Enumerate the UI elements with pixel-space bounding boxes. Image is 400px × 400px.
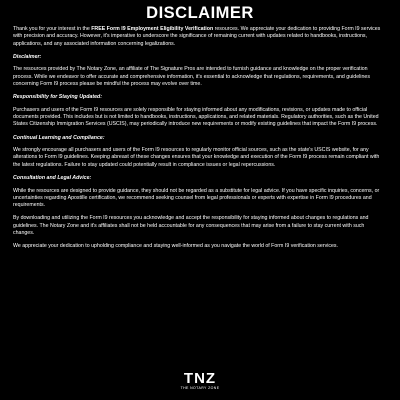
- section-paragraph: The resources provided by The Notary Zone, an affiliate of The Signature Pros are intended to furnish guidance and knowledge on the proper verification process. While we endeavor to offer accurate and comprehensive information, it's essential to acknowledge that regulations, requirements, and guidelines concerning Form I9 process please be mindful the process may evolve over time.: [13, 66, 370, 87]
- section-heading-responsibility: Responsibility for Staying Updated:: [13, 94, 102, 101]
- section-paragraph: We strongly encourage all purchasers and users of the Form I9 resources to regularly monitor official sources, such as the state's USCIS website, for any alterations to Form I9 guidelines. Keeping abreast of these changes ensures that your knowledge and execution of the Form I9 process remain compliant with the latest regulations. Failure to stay updated could potentially result in compliance issues or legal repercussions.: [13, 147, 380, 168]
- intro-text-start: Thank you for your interest in the: [13, 26, 92, 32]
- section-paragraph: While the resources are designed to provide guidance, they should not be regarded as a substitute for legal advice. If you have specific inquiries, concerns, or uncertainties regarding Apostille certification, we recommend seeking counsel from legal professionals or experts with expertise in Form I9 procedures and requirements.: [13, 187, 380, 208]
- section-paragraph: We appreciate your dedication to upholding compliance and staying well-informed as you navigate the world of Form I9 verification services.: [13, 243, 338, 250]
- intro-paragraph: [13, 26, 387, 48]
- section-heading-disclaimer: Disclaimer:: [13, 53, 42, 60]
- logo-mark: TNZ: [183, 370, 217, 387]
- section-heading-continual-learning: Continual Learning and Compliance:: [13, 134, 105, 141]
- section-paragraph: Purchasers and users of the Form I9 resources are solely responsible for staying informed about any modifications, revisions, or updates made to official documents provided. This includes but is not limited to handbooks, instructions, applications, and related materials. Regulatory authorities, such as the United States Citizenship Immigration Services (USCIS), may periodically introduce new requirements or modify existing guidelines that impact the Form I9 process.: [13, 106, 379, 128]
- intro-bold-text: FREE Form I9 Employment Eligibility Verification: [91, 26, 214, 32]
- section-heading-consultation: Consultation and Legal Advice:: [13, 175, 92, 182]
- section-paragraph: By downloading and utilizing the Form I9 resources you acknowledge and accept the responsibility for staying informed about changes to regulations and guidelines. The Notary Zone and it's affiliates shall not be held accountable for any consequences that may arise from a failure to stay current with such changes.: [13, 215, 369, 236]
- tnz-logo: [170, 371, 230, 391]
- logo-text: THE NOTARY ZONE: [180, 386, 220, 390]
- disclaimer-body: [13, 26, 387, 251]
- page-title: DISCLAIMER: [146, 4, 254, 22]
- intro-text-end: resources. We appreciate your dedication to providing Form I9 services with precision and accuracy. However, it's imperative to underscore the significance of remaining current with updates related to handbooks, instructions, applications, and any associated information concerning legalizations.: [13, 26, 381, 47]
